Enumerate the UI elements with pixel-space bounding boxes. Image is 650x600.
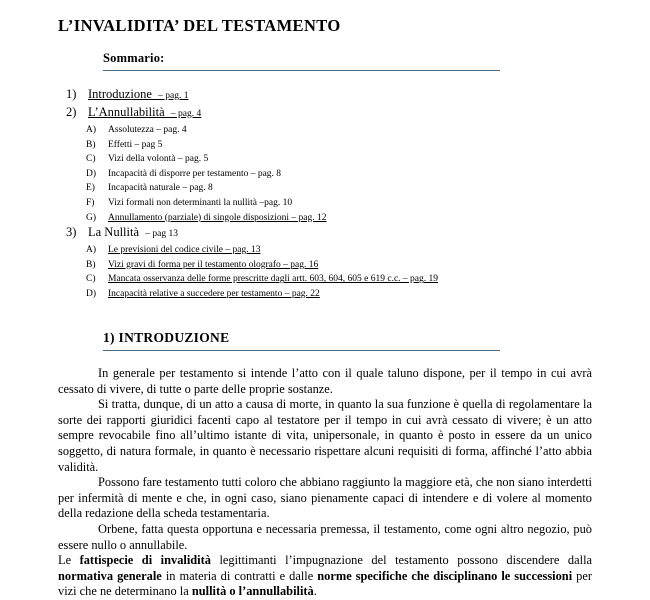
toc-marker: F) <box>86 197 95 208</box>
paragraph-4: Orbene, fatta questa opportuna e necessaria premessa, il testamento, come ogni altro negozio, può essere nullo o annullabile. <box>58 521 592 552</box>
toc-item-level2[interactable] <box>58 123 598 138</box>
toc-marker: 3) <box>66 225 77 240</box>
summary-section <box>103 51 500 71</box>
text-run: per vizi che ne determinano la <box>58 568 592 599</box>
section-heading-block <box>103 330 500 351</box>
toc-item-label[interactable]: Annullamento (parziale) di singole disposizioni – pag. 12 <box>108 212 327 223</box>
table-of-contents <box>58 87 598 302</box>
toc-item-label[interactable]: Effetti – pag 5 <box>108 139 163 150</box>
toc-item-label[interactable]: Vizi della volontà – pag. 5 <box>108 154 209 165</box>
toc-item-level2[interactable] <box>58 138 598 153</box>
toc-item-level2[interactable] <box>58 196 598 211</box>
toc-item-level2[interactable] <box>58 152 598 167</box>
toc-marker: A) <box>86 245 97 256</box>
toc-item-label[interactable]: Assolutezza – pag. 4 <box>108 125 187 135</box>
toc-item-label[interactable]: Vizi formali non determinanti la nullità –pag. 10 <box>108 197 293 208</box>
section-divider <box>103 350 500 351</box>
toc-marker: C) <box>86 154 96 165</box>
text-run: in materia di contratti e dalle <box>161 568 318 583</box>
summary-divider <box>103 70 500 71</box>
toc-marker: B) <box>86 139 96 150</box>
section-title: 1) INTRODUZIONE <box>103 330 230 345</box>
toc-marker: D) <box>86 288 97 299</box>
toc-item-label[interactable]: Incapacità relative a succedere per testamento – pag. 22 <box>108 288 320 299</box>
text-run: . <box>313 584 317 599</box>
paragraph-5 <box>58 553 592 600</box>
toc-item-level1[interactable] <box>58 105 598 122</box>
toc-item-level2[interactable] <box>58 181 598 196</box>
toc-page-ref: – pag 13 <box>145 229 178 240</box>
toc-marker: A) <box>86 125 97 135</box>
toc-item-level2[interactable] <box>58 287 598 302</box>
emphasis-run: nullità o l’annullabilità <box>191 584 314 599</box>
toc-item-label[interactable]: Mancata osservanza delle forme prescritte dagli artt. 603, 604, 605 e 619 c.c. – pag. 19 <box>108 274 439 285</box>
paragraph-2: Si tratta, dunque, di un atto a causa di morte, in quanto la sua funzione è quella di regolamentare la sorte dei rapporti giuridici facenti capo al testatore per il tempo in cui avrà cessato di vivere; è un atto sempre revocabile fino all’ultimo istante di vita, unipersonale, in quanto è posto in essere da un unico soggetto, di natura formale, in quanto è necessario rispettare alcuni requisiti di forma, affinché l’atto abbia validità. <box>58 397 592 474</box>
summary-label: Sommario: <box>103 51 165 65</box>
text-run: legittimanti l’impugnazione del testamento possono discendere dalla <box>210 553 593 568</box>
paragraph-1: In generale per testamento si intende l’atto con il quale taluno dispone, per il tempo in cui avrà cessato di vivere, di tutte o parte delle proprie sostanze. <box>58 366 592 396</box>
toc-item-label[interactable]: Vizi gravi di forma per il testamento olografo – pag. 16 <box>108 259 319 270</box>
toc-item-label[interactable]: Introduzione – pag. 1 <box>88 87 189 101</box>
toc-page-ref: – pag. 1 <box>158 91 189 101</box>
toc-item-level2[interactable] <box>58 272 598 287</box>
toc-item-level2[interactable] <box>58 243 598 258</box>
toc-marker: 1) <box>66 87 77 101</box>
emphasis-run: norme specifiche che disciplinano le successioni <box>317 568 573 583</box>
paragraph-3: Possono fare testamento tutti coloro che abbiano raggiunto la maggiore età, che non siano interdetti per infermità di mente e che, in ogni caso, siano pienamente capaci di intendere e di volere al momento della redazione della scheda testamentaria. <box>58 475 592 521</box>
toc-item-label[interactable]: L’Annullabilità – pag. 4 <box>88 105 202 119</box>
toc-item-level2[interactable] <box>58 258 598 273</box>
body-content <box>58 366 592 600</box>
toc-item-level1[interactable] <box>58 87 598 104</box>
emphasis-run: fattispecie di invalidità <box>79 553 211 568</box>
toc-item-label[interactable]: Le previsioni del codice civile – pag. 13 <box>108 245 261 256</box>
toc-marker: B) <box>86 259 96 270</box>
toc-marker: 2) <box>66 105 77 119</box>
toc-item-label[interactable]: Incapacità naturale – pag. 8 <box>108 183 213 194</box>
toc-marker: G) <box>86 212 97 223</box>
toc-marker: C) <box>86 274 96 285</box>
toc-item-label[interactable]: La Nullità – pag 13 <box>88 225 178 240</box>
toc-page-ref: – pag. 4 <box>170 109 202 119</box>
toc-item-level1[interactable] <box>58 225 598 242</box>
emphasis-run: normativa generale <box>58 568 162 583</box>
toc-marker: E) <box>86 183 95 194</box>
page-title: L’INVALIDITA’ DEL TESTAMENTO <box>58 16 341 35</box>
toc-item-level2[interactable] <box>58 211 598 226</box>
toc-item-level2[interactable] <box>58 167 598 182</box>
text-run: Le <box>58 553 80 568</box>
toc-marker: D) <box>86 168 97 179</box>
toc-item-label[interactable]: Incapacità di disporre per testamento – pag. 8 <box>108 168 282 179</box>
